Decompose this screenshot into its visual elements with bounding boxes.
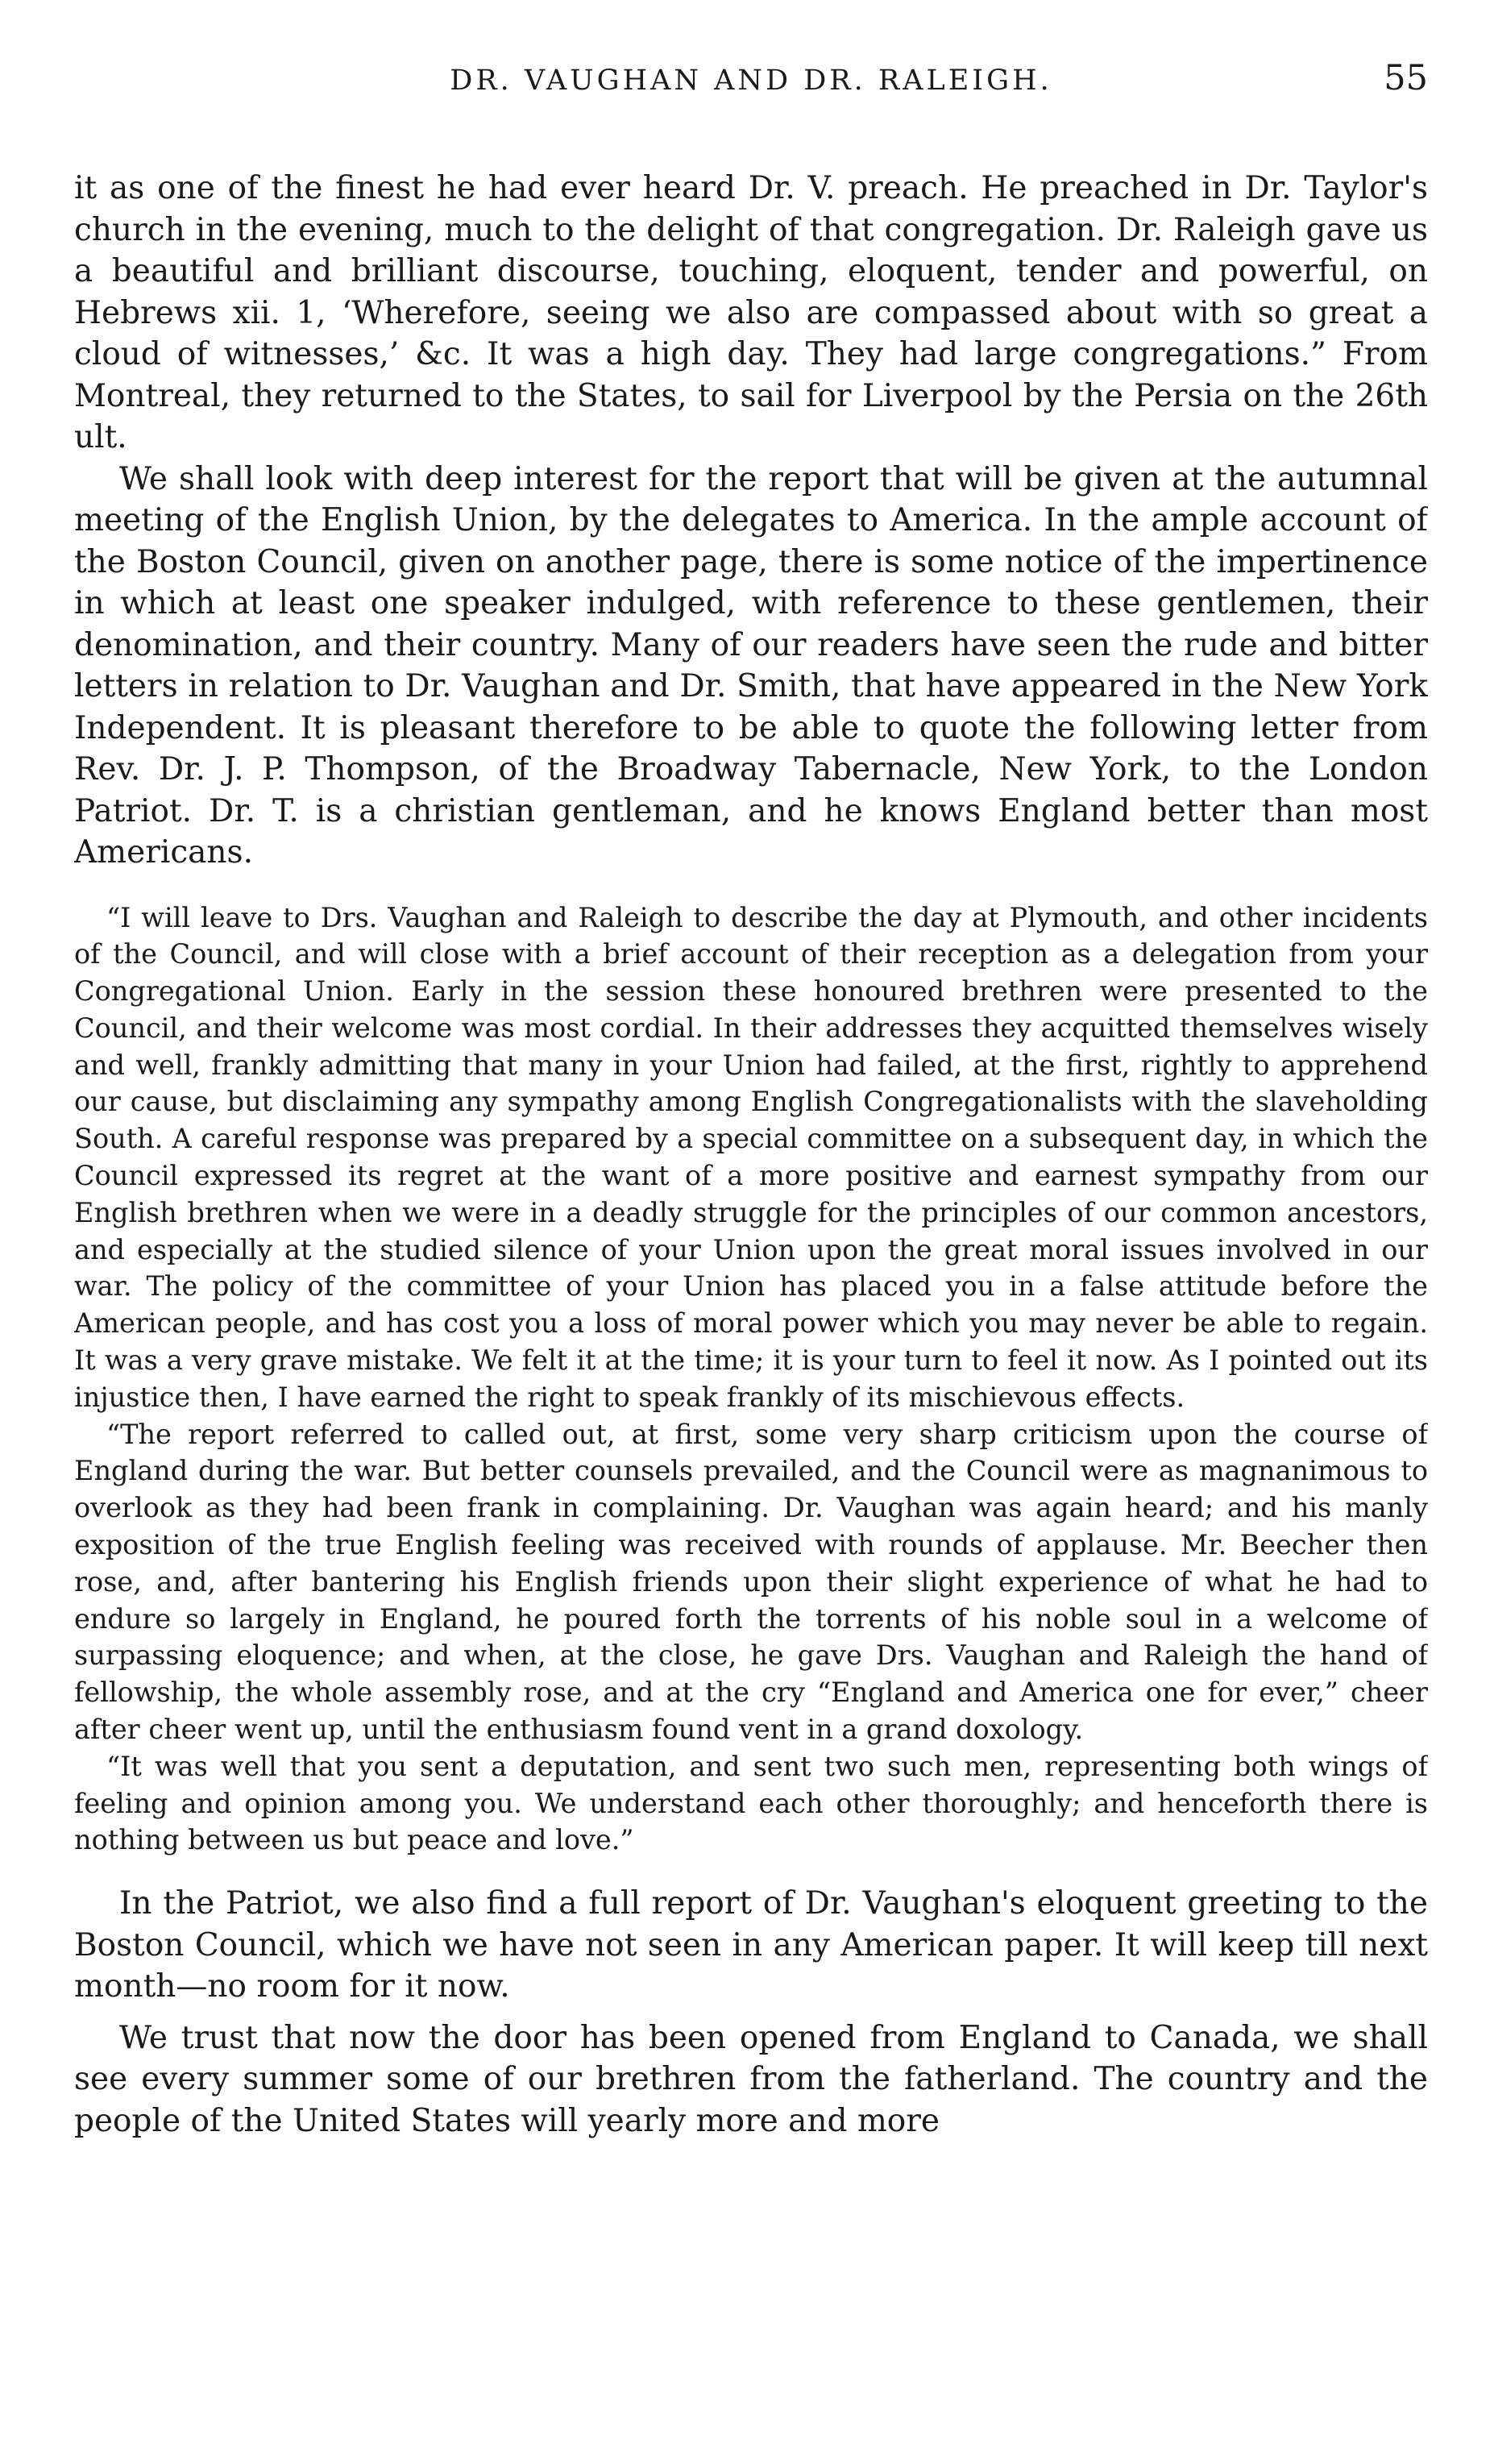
quote-paragraph: “I will leave to Drs. Vaughan and Raleigh to describe the day at Plymouth, and other incidents of the Council, and will close with a brief account of their reception as a delegation from your Congregational Union. Early in the session these honoured brethren were presented to the Council, and their welcome was most cordial. In their addresses they acquitted themselves wisely and well, frankly admitting that many in your Union had failed, at the first, rightly to apprehend our cause, but disclaiming any sympathy among English Congregationalists with the slaveholding South. A careful response was prepared by a special committee on a subsequent day, in which the Council expressed its regret at the want of a more positive and earnest sympathy from our English brethren when we were in a deadly struggle for the principles of our common ancestors, and especially at the studied silence of your Union upon the great moral issues involved in our war. The policy of the committee of your Union has placed you in a false attitude before the American people, and has cost you a loss of moral power which you may never be able to regain. It was a very grave mistake. We felt it at the time; it is your turn to feel it now. As I pointed out its injustice then, I have earned the right to speak frankly of its mischievous effects.	[74, 901, 1428, 1413]
page-header	[74, 58, 1428, 114]
body-paragraph: it as one of the finest he had ever heard Dr. V. preach. He preached in Dr. Taylor's church in the evening, much to the delight of that congregation. Dr. Raleigh gave us a beautiful and brilliant discourse, touching, eloquent, tender and powerful, on Hebrews xii. 1, ‘Wherefore, seeing we also are compassed about with so great a cloud of witnesses,’ &c. It was a high day. They had large congregations.” From Montreal, they returned to the States, to sail for Liverpool by the Persia on the 26th ult.	[74, 170, 1428, 455]
quoted-letter	[74, 900, 1428, 1859]
closing-paragraph: In the Patriot, we also find a full report of Dr. Vaughan's eloquent greeting to the Boston Council, which we have not seen in any American paper. It will keep till next month—no room for it now.	[74, 1885, 1428, 2005]
quote-paragraph: “It was well that you sent a deputation, and sent two such men, representing both wings of feeling and opinion among you. We understand each other thoroughly; and henceforth there is nothing between us but peace and love.”	[74, 1750, 1428, 1856]
page-number: 55	[1384, 58, 1428, 98]
closing-paragraph: We trust that now the door has been opened from England to Canada, we shall see every summer some of our brethren from the fatherland. The country and the people of the United States will yearly more and more	[74, 2019, 1428, 2139]
document-page	[74, 58, 1428, 2436]
body-text	[74, 168, 1428, 874]
running-head: DR. VAUGHAN AND DR. RALEIGH.	[450, 64, 1052, 97]
body-paragraph: We shall look with deep interest for the report that will be given at the autumnal meeting of the English Union, by the delegates to America. In the ample account of the Boston Council, given on another page, there is some notice of the impertinence in which at least one speaker indulged, with reference to these gentlemen, their denomination, and their country. Many of our readers have seen the rude and bitter letters in relation to Dr. Vaughan and Dr. Smith, that have appeared in the New York Independent. It is pleasant therefore to be able to quote the following letter from Rev. Dr. J. P. Thompson, of the Broadway Tabernacle, New York, to the London Patriot. Dr. T. is a christian gentleman, and he knows England better than most Americans.	[74, 460, 1428, 871]
closing-text	[74, 1883, 1428, 2142]
quote-paragraph: “The report referred to called out, at first, some very sharp criticism upon the course of England during the war. But better counsels prevailed, and the Council were as magnanimous to overlook as they had been frank in complaining. Dr. Vaughan was again heard; and his manly exposition of the true English feeling was received with rounds of applause. Mr. Beecher then rose, and, after bantering his English friends upon their slight experience of what he had to endure so largely in England, he poured forth the torrents of his noble soul in a welcome of surpassing eloquence; and when, at the close, he gave Drs. Vaughan and Raleigh the hand of fellowship, the whole assembly rose, and at the cry “England and America one for ever,” cheer after cheer went up, until the enthusiasm found vent in a grand doxology.	[74, 1418, 1428, 1746]
